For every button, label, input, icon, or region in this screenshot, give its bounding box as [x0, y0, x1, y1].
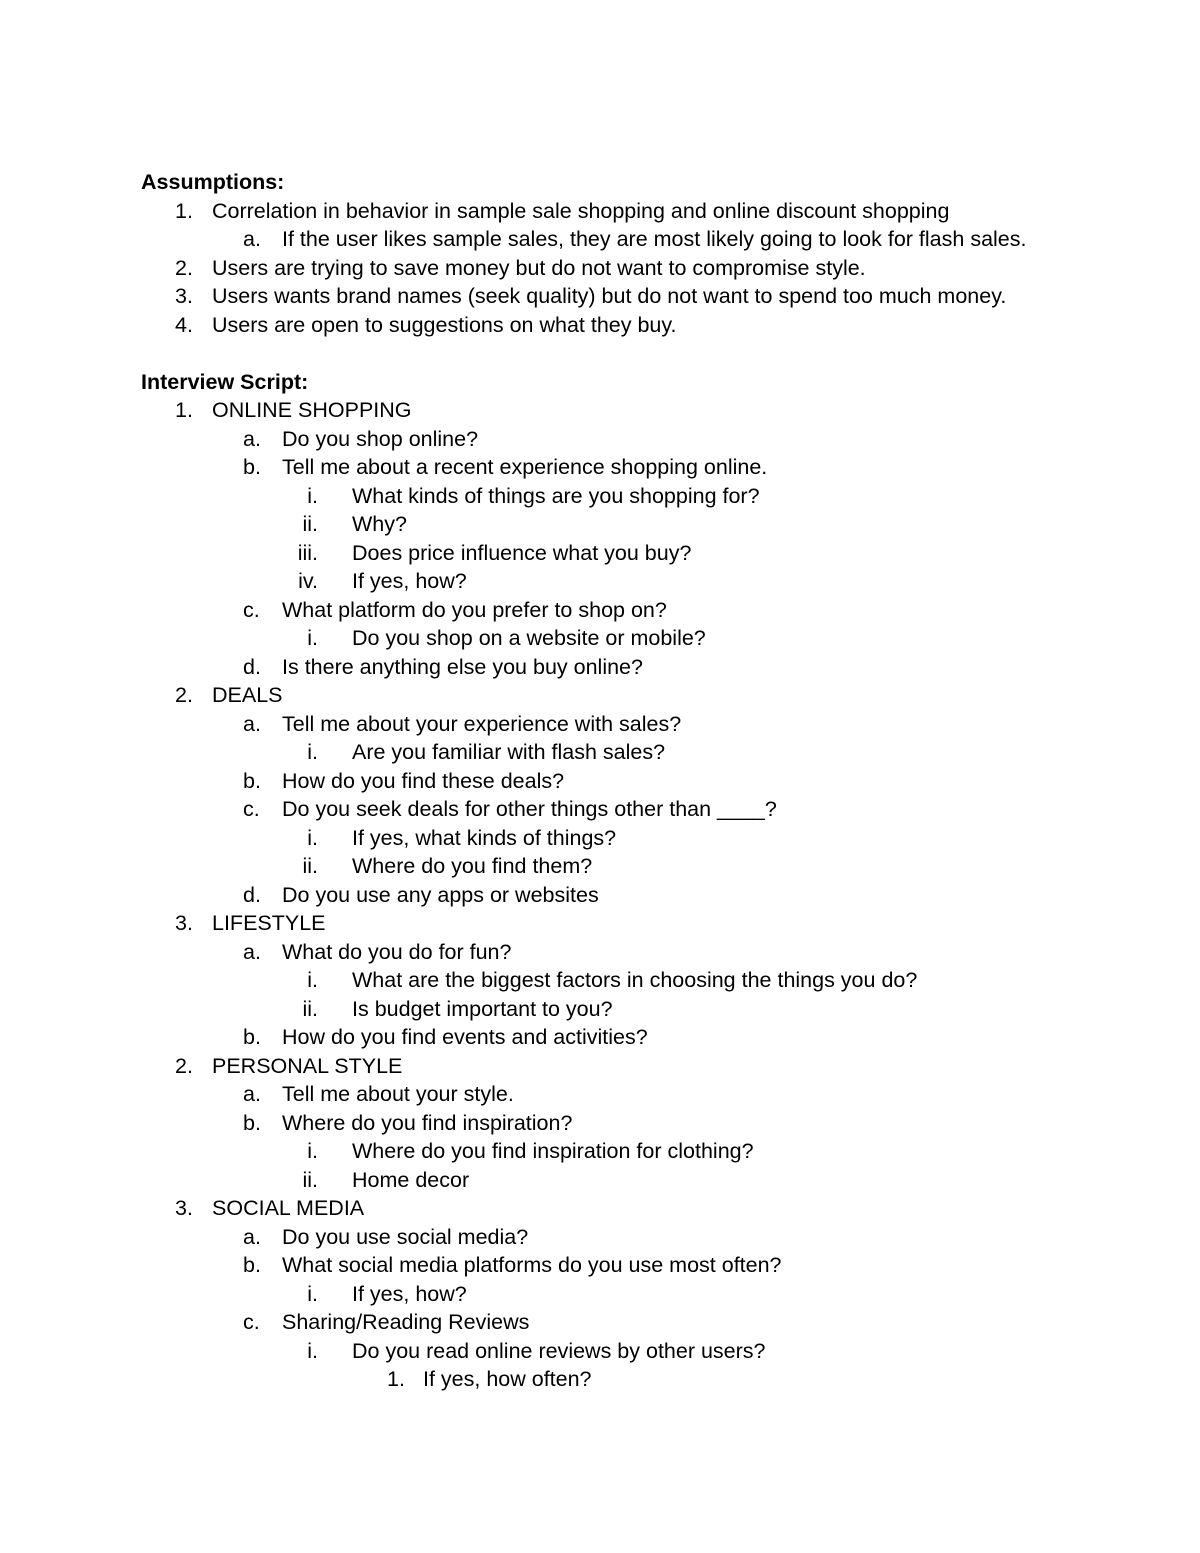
list-marker: i.: [307, 968, 318, 992]
list-marker: a.: [243, 227, 261, 251]
list-marker: b.: [243, 455, 261, 479]
list-marker: i.: [307, 1281, 318, 1306]
list-marker: c.: [243, 1310, 260, 1334]
list-marker: iv.: [298, 569, 318, 593]
list-item: [0, 396, 1200, 425]
list-item-text: Correlation in behavior in sample sale shopping and online discount shopping: [212, 198, 950, 223]
list-item-text: Does price influence what you buy?: [352, 540, 692, 565]
list-item-text: How do you find events and activities?: [282, 1025, 648, 1049]
list-item: [0, 567, 1200, 596]
list-item-text: LIFESTYLE: [212, 911, 326, 935]
list-item: [0, 1365, 1200, 1394]
list-item: [0, 539, 1200, 568]
list-marker: 4.: [175, 312, 193, 337]
list-item: [0, 1280, 1200, 1309]
list-item: [0, 938, 1200, 967]
list-item-text: DEALS: [212, 683, 283, 707]
list-item: [0, 225, 1200, 254]
list-item-text: If yes, how?: [352, 1281, 467, 1306]
list-item: [0, 1223, 1200, 1252]
list-marker: b.: [243, 1025, 261, 1049]
list-item-text: If yes, how often?: [423, 1367, 592, 1391]
list-marker: 3.: [175, 911, 193, 935]
list-marker: 1.: [175, 398, 193, 422]
list-item: [0, 624, 1200, 653]
list-item-text: What social media platforms do you use most often?: [282, 1253, 782, 1277]
list-item: [0, 1194, 1200, 1223]
list-item: [0, 1023, 1200, 1052]
list-item: [0, 197, 1200, 226]
list-item: [0, 852, 1200, 881]
list-item-text: Do you use social media?: [282, 1224, 529, 1249]
list-item-text: Users are trying to save money but do not want to compromise style.: [212, 255, 866, 280]
list-item-text: Where do you find inspiration for clothing?: [352, 1139, 754, 1163]
list-marker: c.: [243, 797, 260, 821]
list-marker: a.: [243, 1082, 261, 1106]
list-item: [0, 1080, 1200, 1109]
list-item-text: SOCIAL MEDIA: [212, 1196, 365, 1220]
list-item: [0, 596, 1200, 625]
list-item-text: Tell me about a recent experience shopping online.: [282, 455, 768, 479]
list-item: [0, 767, 1200, 796]
list-marker: ii.: [302, 854, 318, 878]
blank-line: [0, 339, 1200, 368]
list-marker: 2.: [175, 255, 193, 280]
list-item-text: Tell me about your style.: [282, 1082, 514, 1106]
list-item-text: What kinds of things are you shopping for?: [352, 483, 760, 508]
list-item: [0, 995, 1200, 1024]
list-item: [0, 482, 1200, 511]
list-item-text: Why?: [352, 512, 407, 536]
list-item: [0, 254, 1200, 283]
list-item-text: If the user likes sample sales, they are most likely going to look for flash sales.: [282, 227, 1027, 251]
list-item: [0, 966, 1200, 995]
list-item: [0, 681, 1200, 710]
list-item: [0, 1052, 1200, 1081]
list-item: [0, 453, 1200, 482]
list-marker: a.: [243, 1224, 261, 1249]
list-marker: 1.: [387, 1367, 405, 1391]
list-item: [0, 909, 1200, 938]
list-marker: 3.: [175, 1196, 193, 1220]
list-item: [0, 1137, 1200, 1166]
list-marker: iii.: [297, 540, 318, 565]
list-item: [0, 738, 1200, 767]
list-marker: b.: [243, 1253, 261, 1277]
list-item: [0, 311, 1200, 340]
list-item: [0, 1251, 1200, 1280]
list-item-text: Where do you find them?: [352, 854, 593, 878]
list-item-text: PERSONAL STYLE: [212, 1053, 403, 1078]
list-item: [0, 795, 1200, 824]
list-marker: ii.: [302, 996, 318, 1021]
list-item-text: What do you do for fun?: [282, 939, 512, 964]
list-item-text: How do you find these deals?: [282, 768, 565, 793]
list-item-text: Users are open to suggestions on what they buy.: [212, 312, 677, 337]
list-item-text: Are you familiar with flash sales?: [352, 740, 666, 764]
list-item-text: If yes, how?: [352, 569, 467, 593]
list-item: [0, 425, 1200, 454]
list-marker: i.: [307, 740, 318, 764]
list-item-text: What are the biggest factors in choosing the things you do?: [352, 968, 918, 992]
list-item: [0, 282, 1200, 311]
list-marker: i.: [307, 1338, 318, 1363]
list-item-text: Where do you find inspiration?: [282, 1110, 573, 1135]
list-item: [0, 1166, 1200, 1195]
list-marker: a.: [243, 426, 261, 451]
list-item: [0, 1308, 1200, 1337]
list-item-text: Do you shop online?: [282, 426, 479, 451]
list-item: [0, 710, 1200, 739]
list-item-text: Do you seek deals for other things other than ____?: [282, 797, 777, 821]
list-marker: i.: [307, 825, 318, 850]
list-marker: ii.: [302, 512, 318, 536]
list-marker: i.: [307, 1139, 318, 1163]
list-item-text: Home decor: [352, 1167, 470, 1192]
list-marker: a.: [243, 711, 261, 736]
list-item: [0, 1109, 1200, 1138]
list-marker: 2.: [175, 683, 193, 707]
list-marker: c.: [243, 597, 260, 622]
list-marker: 2.: [175, 1053, 193, 1078]
list-item-text: If yes, what kinds of things?: [352, 825, 617, 850]
list-item: [0, 510, 1200, 539]
list-item-text: ONLINE SHOPPING: [212, 398, 412, 422]
list-item-text: Do you shop on a website or mobile?: [352, 626, 706, 650]
section-heading: Interview Script:: [141, 369, 309, 394]
list-marker: 3.: [175, 284, 193, 308]
list-marker: d.: [243, 654, 261, 679]
document-body: [0, 168, 1200, 1394]
list-item-text: Is budget important to you?: [352, 996, 613, 1021]
list-marker: b.: [243, 1110, 261, 1135]
list-item: [0, 653, 1200, 682]
list-item-text: Sharing/Reading Reviews: [282, 1310, 530, 1334]
list-item: [0, 824, 1200, 853]
section-heading: Assumptions:: [141, 170, 285, 194]
list-marker: 1.: [175, 198, 193, 223]
list-item-text: Is there anything else you buy online?: [282, 654, 643, 679]
list-marker: ii.: [302, 1167, 318, 1192]
list-item-text: What platform do you prefer to shop on?: [282, 597, 667, 622]
list-marker: b.: [243, 768, 261, 793]
list-item: [0, 1337, 1200, 1366]
list-marker: i.: [307, 626, 318, 650]
list-item-text: Users wants brand names (seek quality) but do not want to spend too much money.: [212, 284, 1007, 308]
list-item-text: Do you use any apps or websites: [282, 882, 599, 907]
list-item: [0, 881, 1200, 910]
list-item-text: Do you read online reviews by other users?: [352, 1338, 766, 1363]
list-item-text: Tell me about your experience with sales?: [282, 711, 682, 736]
list-marker: i.: [307, 483, 318, 508]
list-marker: a.: [243, 939, 261, 964]
list-marker: d.: [243, 882, 261, 907]
